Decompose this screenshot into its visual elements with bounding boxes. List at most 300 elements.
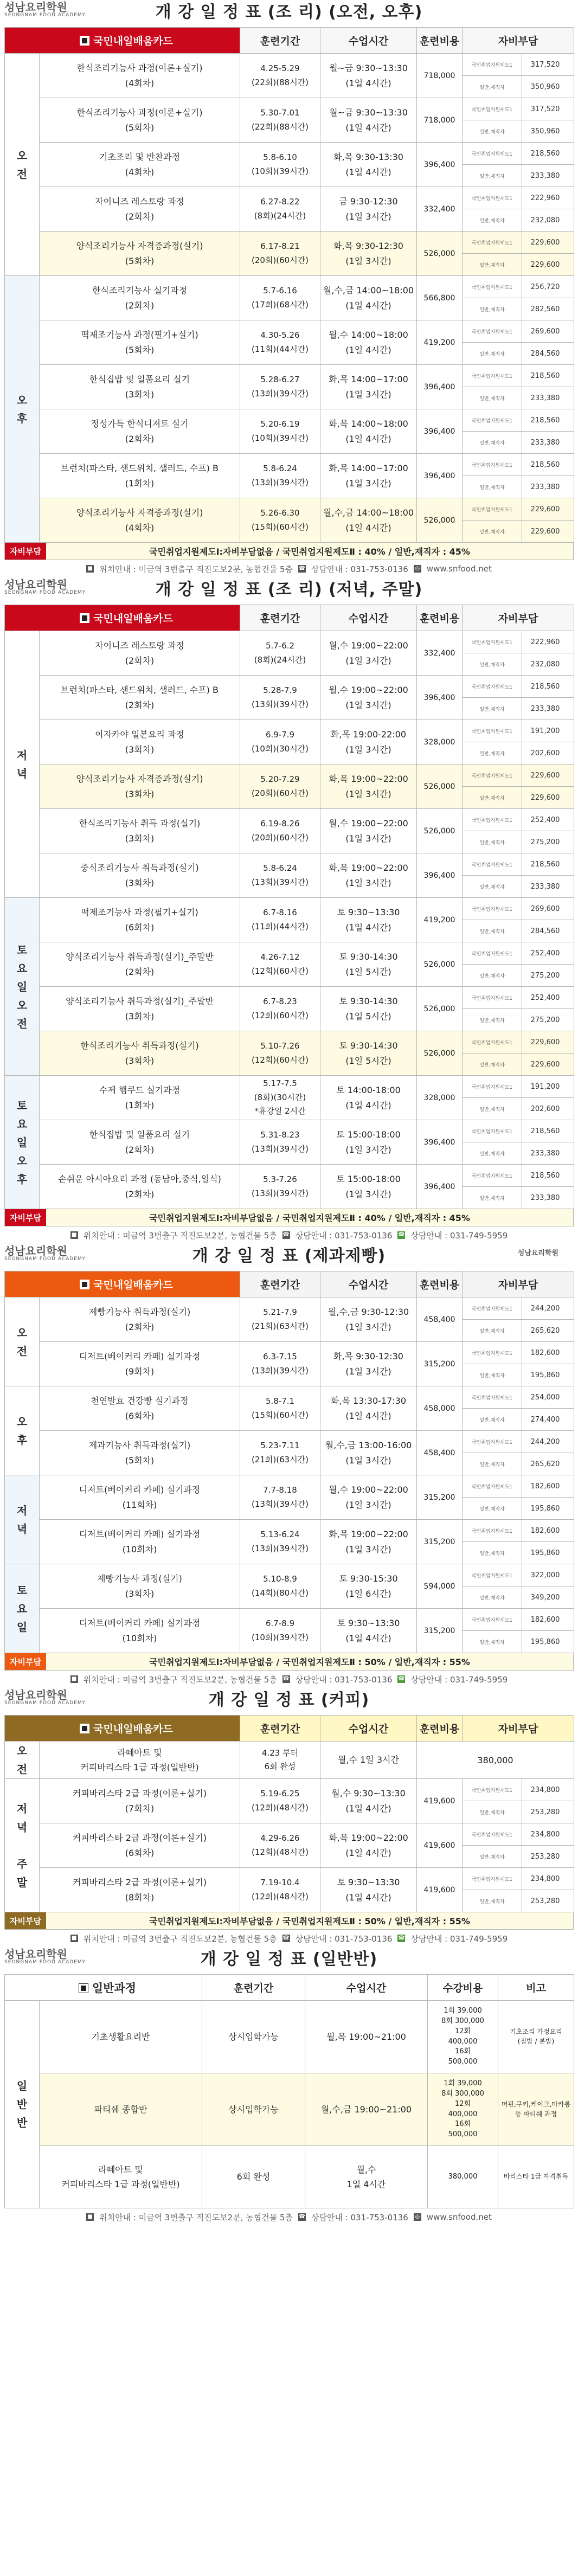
logo-korean: 성남요리학원	[4, 1, 67, 14]
footer-bar	[4, 1226, 574, 1244]
section-title: 개 강 일 정 표 (조 리) (저녁, 주말)	[155, 580, 423, 599]
logo-english: SEONGNAM FOOD ACADEMY	[4, 12, 86, 18]
logo-korean: 성남요리학원	[4, 1244, 67, 1257]
course-time: 토 9:30~13:30 (1일 4시간)	[320, 898, 417, 942]
logo-english: SEONGNAM FOOD ACADEMY	[4, 1256, 86, 1262]
burden-amount-b: 284,560	[522, 343, 574, 365]
footer-phone: 상담안내 : 031-753-0136	[295, 1674, 393, 1685]
burden-amount-b: 349,200	[522, 1586, 574, 1609]
phone2-icon: ☎	[398, 1935, 405, 1941]
course-period: 7.19-10.4 (12회)(48시간)	[240, 1868, 320, 1912]
burden-amount-a: 182,600	[522, 1342, 574, 1364]
burden-label-b: 일반,재직자	[463, 1801, 522, 1823]
burden-label-b: 일반,재직자	[463, 1187, 522, 1209]
course-fee: 718,000	[417, 98, 463, 143]
course-name: 제빵기능사 취득과정(실기) (2회차)	[40, 1297, 240, 1342]
header-period: 훈련기간	[202, 1975, 305, 2001]
general-row	[5, 2073, 574, 2146]
course-name: 자이니즈 레스토랑 과정 (2회차)	[40, 631, 240, 676]
burden-label-b: 일반,재직자	[463, 343, 522, 365]
table-row	[5, 765, 574, 787]
course-name: 라떼아트 및 커피바리스타 1급 과정(일반반)	[40, 1742, 240, 1779]
burden-label-b: 일반,재직자	[463, 742, 522, 765]
burden-amount-b: 233,380	[522, 476, 574, 498]
header-burden: 자비부담	[463, 1271, 574, 1297]
phone-icon: ☎	[298, 2214, 306, 2220]
burden-label-a: 국민취업지원제도1	[463, 1165, 522, 1187]
burden-amount-a: 317,520	[522, 98, 574, 120]
general-table	[4, 1974, 574, 2208]
course-fee: 315,200	[417, 1520, 463, 1564]
course-time: 월,수,금 14:00~18:00 (1일 4시간)	[320, 498, 417, 543]
burden-amount-a: 218,560	[522, 853, 574, 876]
schedule-table	[4, 27, 574, 543]
table-row	[5, 454, 574, 476]
burden-amount-b: 232,080	[522, 209, 574, 232]
burden-amount-a: 317,520	[522, 54, 574, 76]
course-period: 상시입학가능	[202, 2073, 305, 2146]
course-name: 떡제조기능사 과정(필기+실기) (5회차)	[40, 320, 240, 365]
session-label: 오 후	[5, 1386, 40, 1475]
header-card-label: 국민내일배움카드	[93, 1723, 173, 1735]
burden-amount-b: 233,380	[522, 876, 574, 898]
course-name: 파티쉐 종합반	[40, 2073, 202, 2146]
course-name: 커피바리스타 2급 과정(이론+실기) (8회차)	[40, 1868, 240, 1912]
course-period: 6.3-7.15 (13회)(39시간)	[240, 1342, 320, 1386]
header-card-label: 국민내일배움카드	[93, 613, 173, 625]
burden-label-b: 일반,재직자	[463, 965, 522, 987]
footer-location: 위치안내 : 미금역 3번출구 직진도보2분, 농협건물 5층	[99, 2212, 293, 2222]
footer-phone2: 상담안내 : 031-749-5959	[410, 1230, 508, 1241]
table-row	[5, 498, 574, 521]
burden-label-a: 국민취업지원제도1	[463, 1120, 522, 1142]
course-time: 월,수,금 13:00-16:00 (1일 3시간)	[320, 1431, 417, 1475]
burden-label-a: 국민취업지원제도1	[463, 143, 522, 165]
schedule-card-s1	[0, 0, 578, 577]
course-time: 화,목 19:00~22:00 (1일 3시간)	[320, 765, 417, 809]
academy-logo	[4, 1, 86, 23]
session-label: 오 전	[5, 1742, 40, 1779]
course-period: 5.7-6.2 (8회)(24시간)	[240, 631, 320, 676]
course-time: 월,수,금 14:00~18:00 (1일 4시간)	[320, 276, 417, 320]
course-note: 바리스타 1급 자격취득	[498, 2146, 574, 2208]
course-time: 월,수,금 19:00~21:00	[305, 2073, 428, 2146]
course-name: 한식조리기능사 취득 과정(실기) (3회차)	[40, 809, 240, 853]
header-fee: 훈련비용	[417, 1271, 463, 1297]
header-burden: 자비부담	[463, 605, 574, 631]
academy-logo	[4, 1948, 86, 1970]
footer-location: 위치안내 : 미금역 3번출구 직진도보2분, 농협건물 5층	[99, 564, 293, 574]
course-time: 월,수 1일 4시간	[305, 2146, 428, 2208]
burden-label-a: 국민취업지원제도1	[463, 898, 522, 920]
course-fee: 526,000	[417, 1031, 463, 1076]
burden-amount-b: 265,620	[522, 1320, 574, 1342]
course-name: 자이니즈 레스토랑 과정 (2회차)	[40, 187, 240, 232]
course-time: 화,목 9:30-12:30 (1일 3시간)	[320, 232, 417, 276]
table-row	[5, 720, 574, 742]
general-row	[5, 2146, 574, 2208]
summary-value: 국민취업지원제도Ⅰ:자비부담없음 / 국민취업지원제도Ⅱ : 50% / 일반,재직자 : 55%	[46, 1653, 573, 1670]
burden-label-b: 일반,재직자	[463, 165, 522, 187]
burden-amount-b: 232,080	[522, 653, 574, 676]
burden-label-b: 일반,재직자	[463, 254, 522, 276]
logo-english: SEONGNAM FOOD ACADEMY	[4, 1700, 86, 1706]
header-time: 수업시간	[320, 1716, 417, 1742]
footer-bar	[4, 1671, 574, 1688]
burden-label-a: 국민취업지원제도1	[463, 365, 522, 387]
burden-label-a: 국민취업지원제도1	[463, 1868, 522, 1890]
course-name: 디저트(베이커리 카페) 실기과정 (10회차)	[40, 1609, 240, 1653]
burden-amount-a: 229,600	[522, 1031, 574, 1053]
header-time: 수업시간	[320, 1271, 417, 1297]
logo-korean: 성남요리학원	[4, 578, 67, 591]
table-row	[5, 1823, 574, 1846]
course-period: 5.26-6.30 (15회)(60시간)	[240, 498, 320, 543]
course-time: 토 9:30-14:30 (1일 5시간)	[320, 1031, 417, 1076]
schedule-card-s3	[0, 1244, 578, 1688]
course-period: 5.8-6.10 (10회)(39시간)	[240, 143, 320, 187]
burden-label-a: 국민취업지원제도1	[463, 1609, 522, 1631]
course-period: 5.19-6.25 (12회)(48시간)	[240, 1779, 320, 1823]
burden-label-a: 국민취업지원제도1	[463, 1031, 522, 1053]
course-period: 5.3-7.26 (13회)(39시간)	[240, 1165, 320, 1209]
table-row	[5, 1076, 574, 1098]
course-fee: 396,400	[417, 365, 463, 409]
course-name: 커피바리스타 2급 과정(이론+실기) (6회차)	[40, 1823, 240, 1868]
table-row	[5, 898, 574, 920]
burden-amount-b: 253,280	[522, 1846, 574, 1868]
table-row	[5, 1031, 574, 1053]
phone-icon: ☎	[282, 1676, 290, 1682]
burden-amount-a: 229,600	[522, 232, 574, 254]
academy-logo-right: 성남요리학원	[517, 1249, 558, 1257]
summary-key: 자비부담	[5, 543, 46, 560]
burden-amount-a: 254,000	[522, 1386, 574, 1409]
burden-amount-a: 182,600	[522, 1609, 574, 1631]
burden-amount-a: 229,600	[522, 765, 574, 787]
course-name: 양식조리기능사 자격증과정(실기) (5회차)	[40, 232, 240, 276]
burden-label-a: 국민취업지원제도1	[463, 232, 522, 254]
burden-label-b: 일반,재직자	[463, 387, 522, 409]
burden-label-a: 국민취업지원제도1	[463, 1431, 522, 1453]
burden-amount-a: 244,200	[522, 1431, 574, 1453]
burden-amount-b: 275,200	[522, 965, 574, 987]
course-time: 화,목 13:30-17:30 (1일 4시간)	[320, 1386, 417, 1431]
footer-bar	[4, 2208, 574, 2226]
section-title: 개 강 일 정 표 (제과제빵)	[192, 1247, 386, 1265]
table-row	[5, 187, 574, 209]
burden-amount-b: 350,960	[522, 120, 574, 143]
course-name: 브런치(파스타, 샌드위치, 샐러드, 수프) B (2회차)	[40, 676, 240, 720]
table-row	[5, 1165, 574, 1187]
course-time: 화,목 9:30-12:30 (1일 3시간)	[320, 1342, 417, 1386]
course-name: 브런치(파스타, 샌드위치, 샐러드, 수프) B (1회차)	[40, 454, 240, 498]
course-fee: 419,200	[417, 898, 463, 942]
web-icon: ◎	[414, 2213, 421, 2221]
burden-amount-b: 233,380	[522, 698, 574, 720]
burden-label-b: 일반,재직자	[463, 209, 522, 232]
course-time: 화,목 19:00~22:00 (1일 3시간)	[320, 1520, 417, 1564]
header-card	[5, 28, 240, 54]
schedule-table	[4, 605, 574, 1209]
course-period: 5.28-7.9 (13회)(39시간)	[240, 676, 320, 720]
course-fee: 328,000	[417, 1076, 463, 1120]
summary-bar	[4, 1912, 574, 1930]
section-title: 개 강 일 정 표 (커피)	[208, 1691, 370, 1710]
course-name: 한식조리기능사 과정(이론+실기) (4회차)	[40, 54, 240, 98]
course-fee: 328,000	[417, 720, 463, 765]
burden-label-a: 국민취업지원제도1	[463, 676, 522, 698]
burden-amount-a: 218,560	[522, 1120, 574, 1142]
burden-amount-a: 218,560	[522, 365, 574, 387]
burden-amount-b: 350,960	[522, 76, 574, 98]
summary-bar	[4, 1653, 574, 1671]
burden-label-a: 국민취업지원제도1	[463, 1823, 522, 1846]
burden-label-b: 일반,재직자	[463, 298, 522, 320]
schedule-card-s4	[0, 1688, 578, 1947]
summary-bar	[4, 543, 574, 560]
course-name: 이자카야 일본요리 과정 (3회차)	[40, 720, 240, 765]
course-fee: 315,200	[417, 1475, 463, 1520]
course-fee: 419,600	[417, 1868, 463, 1912]
table-row	[5, 853, 574, 876]
summary-key: 자비부담	[5, 1653, 46, 1670]
header-card	[5, 1271, 240, 1297]
table-header	[5, 28, 574, 54]
general-row	[5, 2001, 574, 2073]
course-period: 6.19-8.26 (20회)(60시간)	[240, 809, 320, 853]
section-title: 개 강 일 정 표 (조 리) (오전, 오후)	[155, 3, 423, 22]
table-row	[5, 1431, 574, 1453]
header-time: 수업시간	[305, 1975, 428, 2001]
course-period: 4.26-7.12 (12회)(60시간)	[240, 942, 320, 987]
burden-label-b: 일반,재직자	[463, 1364, 522, 1386]
session-label: 저 녁	[5, 631, 40, 898]
burden-amount-b: 233,380	[522, 1142, 574, 1165]
course-fee: 380,000	[417, 1742, 574, 1779]
location-icon: ■	[70, 1675, 78, 1683]
burden-label-a: 국민취업지원제도1	[463, 454, 522, 476]
course-period: 4.30-5.26 (11회)(44시간)	[240, 320, 320, 365]
burden-amount-a: 252,400	[522, 809, 574, 831]
section-title: 개 강 일 정 표 (일반반)	[200, 1950, 378, 1969]
burden-label-a: 국민취업지원제도1	[463, 765, 522, 787]
burden-amount-a: 234,800	[522, 1779, 574, 1801]
course-fee: 419,200	[417, 320, 463, 365]
logo-korean: 성남요리학원	[4, 1688, 67, 1701]
course-name: 디저트(베이커리 카페) 실기과정 (11회차)	[40, 1475, 240, 1520]
course-period: 4.23 부터 6회 완성	[240, 1742, 320, 1779]
footer-bar	[4, 1930, 574, 1947]
course-fee: 718,000	[417, 54, 463, 98]
table-row	[5, 1564, 574, 1586]
burden-label-b: 일반,재직자	[463, 1542, 522, 1564]
course-fee: 526,000	[417, 987, 463, 1031]
burden-label-b: 일반,재직자	[463, 432, 522, 454]
course-time: 금 9:30-12:30 (1일 3시간)	[320, 187, 417, 232]
burden-label-a: 국민취업지원제도1	[463, 1779, 522, 1801]
course-fee: 566,800	[417, 276, 463, 320]
course-period: 6.7-8.23 (12회)(60시간)	[240, 987, 320, 1031]
header-fee: 훈련비용	[417, 1716, 463, 1742]
course-note: 머핀,쿠키,케이크,마카롱 등 파티쉐 과정	[498, 2073, 574, 2146]
burden-label-a: 국민취업지원제도1	[463, 853, 522, 876]
course-fee: 526,000	[417, 765, 463, 809]
summary-key: 자비부담	[5, 1209, 46, 1226]
academy-logo	[4, 1245, 86, 1267]
course-name: 떡제조기능사 과정(필기+실기) (6회차)	[40, 898, 240, 942]
session-label: 토 요 일 오 후	[5, 1076, 40, 1209]
burden-label-b: 일반,재직자	[463, 1320, 522, 1342]
table-row	[5, 1868, 574, 1890]
table-row	[5, 631, 574, 653]
burden-amount-a: 191,200	[522, 720, 574, 742]
footer-location: 위치안내 : 미금역 3번출구 직진도보2분, 농협건물 5층	[83, 1230, 277, 1241]
phone-icon: ☎	[282, 1935, 290, 1941]
course-fee: 396,400	[417, 1120, 463, 1165]
burden-label-b: 일반,재직자	[463, 521, 522, 543]
course-name: 중식조리기능사 취득과정(실기) (3회차)	[40, 853, 240, 898]
session-label: 일 반 반	[5, 2001, 40, 2208]
session-label: 토 요 일	[5, 1564, 40, 1653]
course-fee: 396,400	[417, 676, 463, 720]
session-label: 토 요 일 오 전	[5, 898, 40, 1076]
burden-amount-b: 274,400	[522, 1409, 574, 1431]
logo-english: SEONGNAM FOOD ACADEMY	[4, 590, 86, 595]
course-period: 5.8-6.24 (13회)(39시간)	[240, 853, 320, 898]
table-row	[5, 676, 574, 698]
burden-label-a: 국민취업지원제도1	[463, 187, 522, 209]
burden-amount-a: 218,560	[522, 143, 574, 165]
burden-amount-a: 234,800	[522, 1868, 574, 1890]
burden-label-a: 국민취업지원제도1	[463, 409, 522, 432]
table-row	[5, 942, 574, 965]
header-period: 훈련기간	[240, 1716, 320, 1742]
location-icon: ■	[86, 2213, 94, 2221]
course-name: 양식조리기능사 자격증과정(실기) (4회차)	[40, 498, 240, 543]
footer-location: 위치안내 : 미금역 3번출구 직진도보2분, 농협건물 5층	[83, 1674, 277, 1685]
footer-site[interactable]: www.snfood.net	[426, 564, 492, 574]
course-fee: 1회 39,000 8회 300,000 12회 400,000 16회 500,000	[428, 2073, 498, 2146]
course-period: 6.7-8.9 (10회)(39시간)	[240, 1609, 320, 1653]
session-label: 오 전	[5, 1297, 40, 1386]
course-period: 5.7-6.16 (17회)(68시간)	[240, 276, 320, 320]
burden-label-a: 국민취업지원제도1	[463, 1520, 522, 1542]
academy-logo	[4, 1689, 86, 1711]
burden-amount-b: 275,200	[522, 831, 574, 853]
summary-key: 자비부담	[5, 1912, 46, 1929]
course-time: 월,수 1일 3시간	[320, 1742, 417, 1779]
burden-amount-b: 282,560	[522, 298, 574, 320]
header-burden: 자비부담	[463, 1716, 574, 1742]
burden-amount-a: 222,960	[522, 631, 574, 653]
footer-phone2: 상담안내 : 031-749-5959	[410, 1933, 508, 1944]
burden-amount-b: 253,280	[522, 1890, 574, 1912]
footer-site[interactable]: www.snfood.net	[426, 2212, 492, 2222]
burden-amount-b: 202,600	[522, 742, 574, 765]
summary-value: 국민취업지원제도Ⅰ:자비부담없음 / 국민취업지원제도Ⅱ : 50% / 일반,재직자 : 55%	[46, 1912, 573, 1929]
course-time: 토 9:30~13:30 (1일 4시간)	[320, 1868, 417, 1912]
course-time: 월~금 9:30~13:30 (1일 4시간)	[320, 54, 417, 98]
table-row	[5, 143, 574, 165]
course-fee: 315,200	[417, 1342, 463, 1386]
footer-phone: 상담안내 : 031-753-0136	[311, 564, 408, 574]
course-period: 상시입학가능	[202, 2001, 305, 2073]
burden-amount-a: 269,600	[522, 320, 574, 343]
schedule-table	[4, 1715, 574, 1912]
course-period: 5.13-6.24 (13회)(39시간)	[240, 1520, 320, 1564]
table-row	[5, 232, 574, 254]
burden-label-b: 일반,재직자	[463, 76, 522, 98]
burden-amount-a: 256,720	[522, 276, 574, 298]
burden-amount-b: 229,600	[522, 1053, 574, 1076]
course-name: 양식조리기능사 취득과정(실기)_주말반 (2회차)	[40, 942, 240, 987]
course-fee: 458,400	[417, 1297, 463, 1342]
burden-amount-b: 195,860	[522, 1631, 574, 1653]
burden-amount-a: 218,560	[522, 454, 574, 476]
burden-label-a: 국민취업지원제도1	[463, 1076, 522, 1098]
burden-amount-b: 195,860	[522, 1498, 574, 1520]
course-period: 5.20-7.29 (20회)(60시간)	[240, 765, 320, 809]
burden-amount-b: 253,280	[522, 1801, 574, 1823]
course-period: 5.28-6.27 (13회)(39시간)	[240, 365, 320, 409]
schedule-card-s2	[0, 577, 578, 1244]
table-row	[5, 809, 574, 831]
header-time: 수업시간	[320, 28, 417, 54]
course-time: 월,목 19:00~21:00	[305, 2001, 428, 2073]
session-label: 오 후	[5, 276, 40, 543]
burden-amount-b: 229,600	[522, 254, 574, 276]
course-name: 천연발효 건강빵 실기과정 (6회차)	[40, 1386, 240, 1431]
course-name: 수제 햄쿠드 실기과정 (1회차)	[40, 1076, 240, 1120]
phone-icon: ☎	[282, 1232, 290, 1238]
course-time: 월~금 9:30~13:30 (1일 4시간)	[320, 98, 417, 143]
burden-label-b: 일반,재직자	[463, 920, 522, 942]
course-name: 디저트(베이커리 카페) 실기과정 (10회차)	[40, 1520, 240, 1564]
burden-label-b: 일반,재직자	[463, 787, 522, 809]
course-time: 토 14:00-18:00 (1일 4시간)	[320, 1076, 417, 1120]
header-period: 훈련기간	[240, 28, 320, 54]
header-burden: 자비부담	[463, 28, 574, 54]
course-fee: 396,400	[417, 409, 463, 454]
logo-english: SEONGNAM FOOD ACADEMY	[4, 1960, 86, 1965]
course-fee: 419,600	[417, 1823, 463, 1868]
course-period: 5.20-6.19 (10회)(39시간)	[240, 409, 320, 454]
burden-amount-b: 265,620	[522, 1453, 574, 1475]
course-period: 7.7-8.18 (13회)(39시간)	[240, 1475, 320, 1520]
course-name: 제빵기능사 과정(실기) (3회차)	[40, 1564, 240, 1609]
table-row	[5, 1120, 574, 1142]
course-fee: 594,000	[417, 1564, 463, 1609]
web-icon: ◎	[414, 565, 421, 573]
burden-label-b: 일반,재직자	[463, 1498, 522, 1520]
location-icon: ■	[86, 565, 94, 573]
burden-amount-b: 202,600	[522, 1098, 574, 1120]
course-time: 화,목 14:00~17:00 (1일 3시간)	[320, 365, 417, 409]
burden-label-a: 국민취업지원제도1	[463, 1475, 522, 1498]
course-fee: 419,600	[417, 1779, 463, 1823]
table-row	[5, 1609, 574, 1631]
burden-label-a: 국민취업지원제도1	[463, 1297, 522, 1320]
burden-label-a: 국민취업지원제도1	[463, 1386, 522, 1409]
course-fee: 396,400	[417, 1165, 463, 1209]
table-row	[5, 1342, 574, 1364]
course-fee: 526,000	[417, 232, 463, 276]
course-name: 손쉬운 아시아요리 과정 (동남아,중식,일식) (2회차)	[40, 1165, 240, 1209]
course-fee: 1회 39,000 8회 300,000 12회 400,000 16회 500,000	[428, 2001, 498, 2073]
table-row	[5, 320, 574, 343]
location-icon: ■	[70, 1935, 78, 1942]
